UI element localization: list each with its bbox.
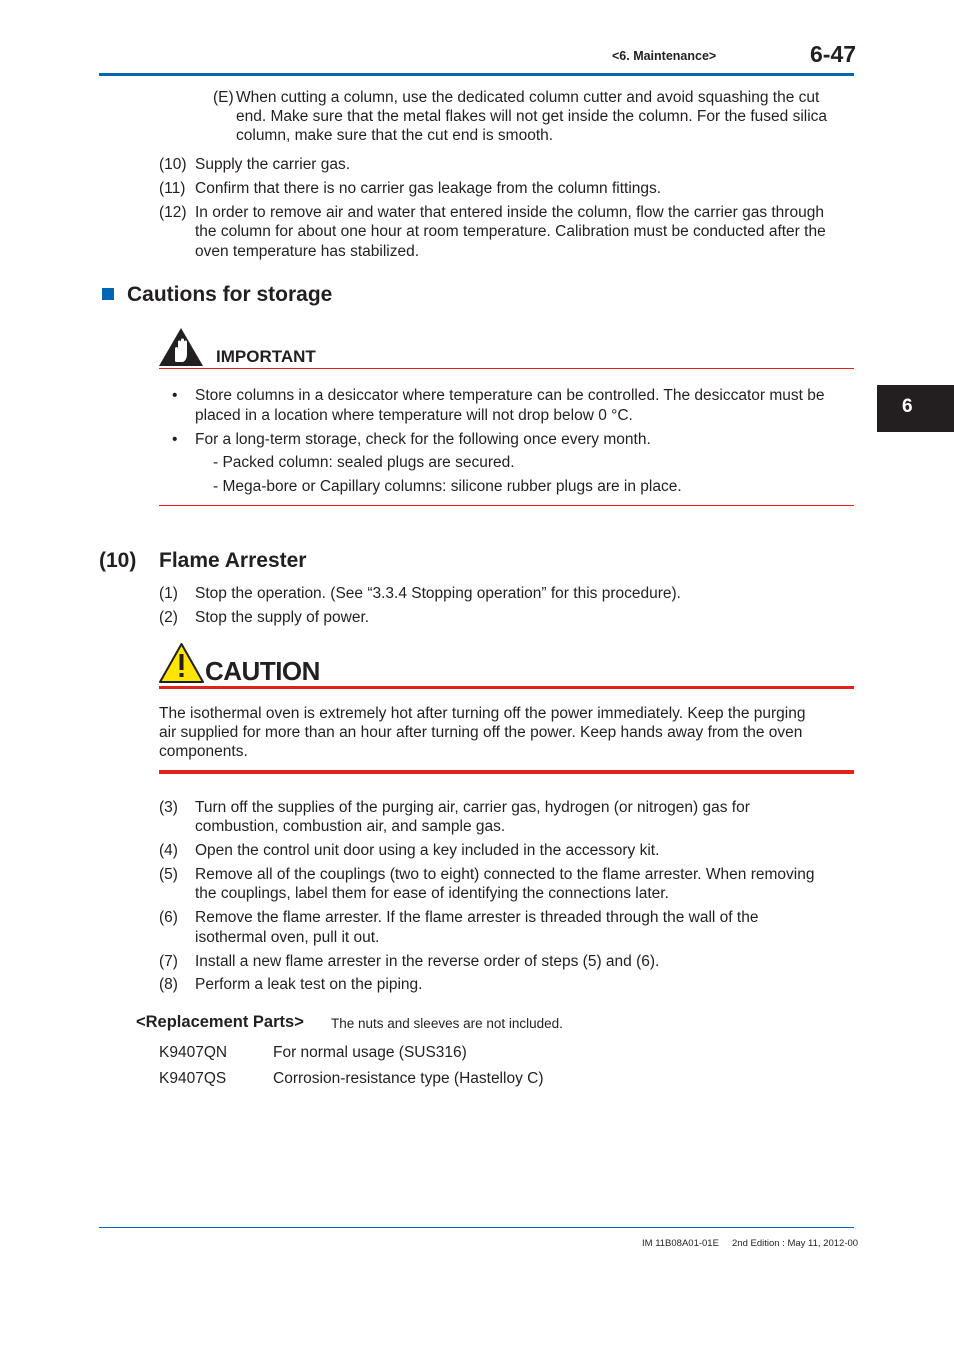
step-number: (11): [159, 180, 186, 197]
part-description: Corrosion-resistance type (Hastelloy C): [273, 1070, 544, 1087]
part-description: For normal usage (SUS316): [273, 1044, 467, 1061]
item-e-line-1: When cutting a column, use the dedicated column cutter and avoid squashing the cut: [236, 89, 820, 106]
caution-bottom-rule: [159, 770, 854, 774]
caution-text-line: air supplied for more than an hour after turning off the power. Keep hands away from the oven: [159, 724, 803, 741]
part-code: K9407QS: [159, 1070, 227, 1087]
important-top-rule: [159, 368, 854, 369]
important-hand-icon: [158, 327, 204, 367]
item-e-line-2: end. Make sure that the metal flakes will not get inside the column. For the fused silica: [236, 108, 828, 125]
step-text: Supply the carrier gas.: [195, 156, 351, 173]
step-text: combustion, combustion air, and sample gas.: [195, 818, 506, 835]
flame-heading-title: Flame Arrester: [159, 549, 307, 572]
section-bullet-square: [102, 288, 114, 300]
step-number: (7): [159, 953, 178, 970]
chapter-side-tab-label: 6: [902, 396, 913, 417]
caution-text-line: components.: [159, 743, 248, 760]
bullet-dot: •: [172, 431, 178, 448]
storage-bullet-text: For a long-term storage, check for the following once every month.: [195, 431, 651, 448]
part-code: K9407QN: [159, 1044, 228, 1061]
footer-edition: 2nd Edition : May 11, 2012-00: [732, 1238, 859, 1249]
storage-sub-item: - Mega-bore or Capillary columns: silicone rubber plugs are in place.: [213, 478, 682, 495]
step-text: the column for about one hour at room temperature. Calibration must be conducted after the: [195, 223, 826, 240]
replacement-heading: <Replacement Parts>: [136, 1013, 304, 1031]
caution-text-line: The isothermal oven is extremely hot after turning off the power immediately. Keep the purging: [159, 705, 806, 722]
step-number: (3): [159, 799, 178, 816]
footer-rule: [99, 1227, 854, 1228]
step-text: Perform a leak test on the piping.: [195, 976, 423, 993]
storage-heading: Cautions for storage: [127, 283, 333, 306]
step-text: oven temperature has stabilized.: [195, 243, 420, 260]
flame-heading-number: (10): [99, 549, 137, 572]
caution-label: CAUTION: [205, 656, 320, 686]
footer-doc-id: IM 11B08A01-01E: [642, 1238, 719, 1249]
header-section-label: <6. Maintenance>: [612, 49, 717, 63]
caution-top-rule: [159, 686, 854, 689]
step-number: (5): [159, 866, 178, 883]
step-text: isothermal oven, pull it out.: [195, 929, 380, 946]
step-text: Remove the flame arrester. If the flame arrester is threaded through the wall of the: [195, 909, 759, 926]
caution-warning-icon: [158, 642, 205, 684]
step-number: (6): [159, 909, 178, 926]
step-text: Remove all of the couplings (two to eight) connected to the flame arrester. When removing: [195, 866, 815, 883]
bullet-dot: •: [172, 387, 178, 404]
step-text: Confirm that there is no carrier gas leakage from the column fittings.: [195, 180, 662, 197]
step-number: (2): [159, 609, 178, 626]
step-text: Install a new flame arrester in the reverse order of steps (5) and (6).: [195, 953, 660, 970]
step-number: (10): [159, 156, 187, 173]
replacement-note: The nuts and sleeves are not included.: [331, 1016, 563, 1031]
important-bottom-rule: [159, 505, 854, 506]
chapter-side-tab: [877, 385, 954, 432]
step-number: (4): [159, 842, 178, 859]
step-number: (8): [159, 976, 178, 993]
storage-bullet-text: Store columns in a desiccator where temperature can be controlled. The desiccator must be: [195, 387, 825, 404]
header-rule: [99, 73, 854, 76]
step-text: In order to remove air and water that entered inside the column, flow the carrier gas through: [195, 204, 824, 221]
important-label: IMPORTANT: [216, 347, 316, 366]
storage-sub-item: - Packed column: sealed plugs are secured.: [213, 454, 515, 471]
step-number: (12): [159, 204, 187, 221]
step-number: (1): [159, 585, 178, 602]
page-number: 6-47: [810, 41, 857, 67]
item-e-label: (E): [213, 89, 234, 106]
step-text: Stop the operation. (See “3.3.4 Stopping operation” for this procedure).: [195, 585, 681, 602]
storage-bullet-text: placed in a location where temperature will not drop below 0 °C.: [195, 407, 633, 424]
step-text: Open the control unit door using a key included in the accessory kit.: [195, 842, 660, 859]
item-e-line-3: column, make sure that the cut end is smooth.: [236, 127, 554, 144]
step-text: Turn off the supplies of the purging air, carrier gas, hydrogen (or nitrogen) gas for: [195, 799, 750, 816]
step-text: Stop the supply of power.: [195, 609, 370, 626]
step-text: the couplings, label them for ease of identifying the connections later.: [195, 885, 669, 902]
